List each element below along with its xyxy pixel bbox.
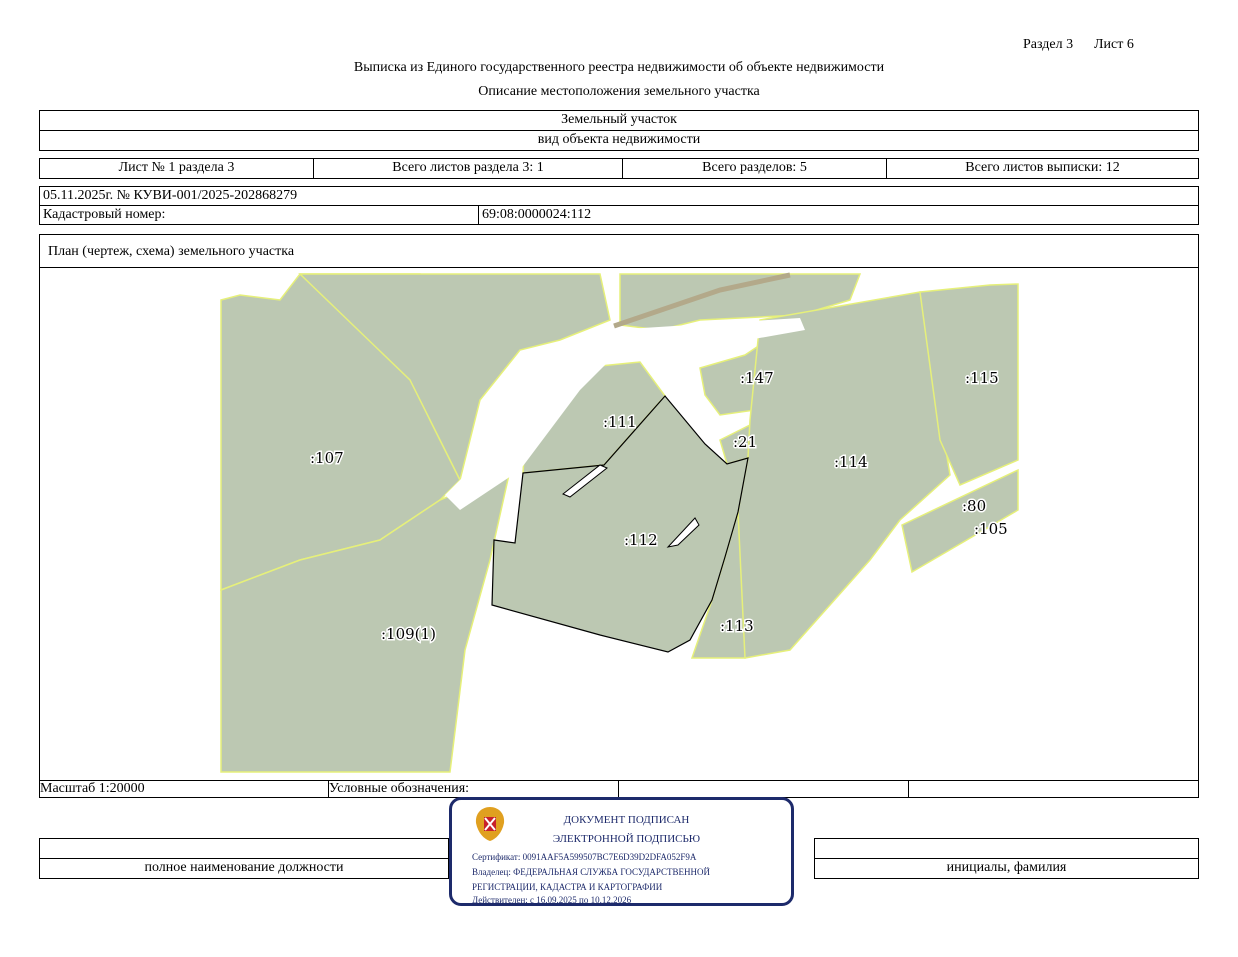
name-caption: инициалы, фамилия <box>814 858 1199 879</box>
parcel-114 <box>725 292 950 658</box>
stamp-line2: ЭЛЕКТРОННОЙ ПОДПИСЬЮ <box>552 833 701 845</box>
label-112: :112 <box>624 531 658 549</box>
cadastral-label: Кадастровый номер: <box>39 205 479 225</box>
date-number: 05.11.2025г. № КУВИ-001/2025-202868279 <box>39 186 1199 206</box>
legend-cell <box>618 780 909 798</box>
document-title: Выписка из Единого государственного реестра недвижимости об объекте недвижимости <box>353 60 885 75</box>
legend-cell <box>908 780 1199 798</box>
document-subtitle: Описание местоположения земельного участка <box>478 84 760 99</box>
stamp-certificate: Сертификат: 0091AAF5A599507BC7E6D39D2DFA052F9A <box>472 852 697 862</box>
label-107: :107 <box>310 449 344 467</box>
position-caption: полное наименование должности <box>39 858 449 879</box>
stamp-owner-2: РЕГИСТРАЦИИ, КАДАСТРА И КАРТОГРАФИИ <box>472 882 663 892</box>
label-109: :109(1) <box>381 625 436 643</box>
object-type-caption: вид объекта недвижимости <box>39 130 1199 151</box>
stamp-owner-1: Владелец: ФЕДЕРАЛЬНАЯ СЛУЖБА ГОСУДАРСТВЕННОЙ <box>472 867 711 877</box>
object-type: Земельный участок <box>39 110 1199 131</box>
label-115: :115 <box>965 369 999 387</box>
total-section-sheets: Всего листов раздела 3: 1 <box>313 158 623 179</box>
legend-label: Условные обозначения: <box>328 780 619 798</box>
plan-title: План (чертеж, схема) земельного участка <box>39 234 1199 268</box>
label-111: :111 <box>603 413 637 431</box>
e-signature-stamp <box>449 797 794 906</box>
cadastral-value: 69:08:0000024:112 <box>478 205 1199 225</box>
total-sections: Всего разделов: 5 <box>622 158 887 179</box>
position-cell <box>39 838 449 859</box>
label-21: :21 <box>733 433 758 451</box>
stamp-valid: Действителен: с 16.09.2025 по 10.12.2026 <box>472 895 632 905</box>
scale: Масштаб 1:20000 <box>39 780 329 798</box>
label-80: :80 <box>962 497 987 515</box>
name-cell <box>814 838 1199 859</box>
label-114: :114 <box>834 453 868 471</box>
stamp-line1: ДОКУМЕНТ ПОДПИСАН <box>563 814 690 826</box>
sheet-no: Лист № 1 раздела 3 <box>39 158 314 179</box>
label-147: :147 <box>740 369 774 387</box>
label-105: :105 <box>974 520 1008 538</box>
sheet-number: Лист 6 <box>1094 37 1134 52</box>
label-113: :113 <box>720 617 754 635</box>
total-extract-sheets: Всего листов выписки: 12 <box>886 158 1199 179</box>
section-number: Раздел 3 <box>1023 37 1074 52</box>
